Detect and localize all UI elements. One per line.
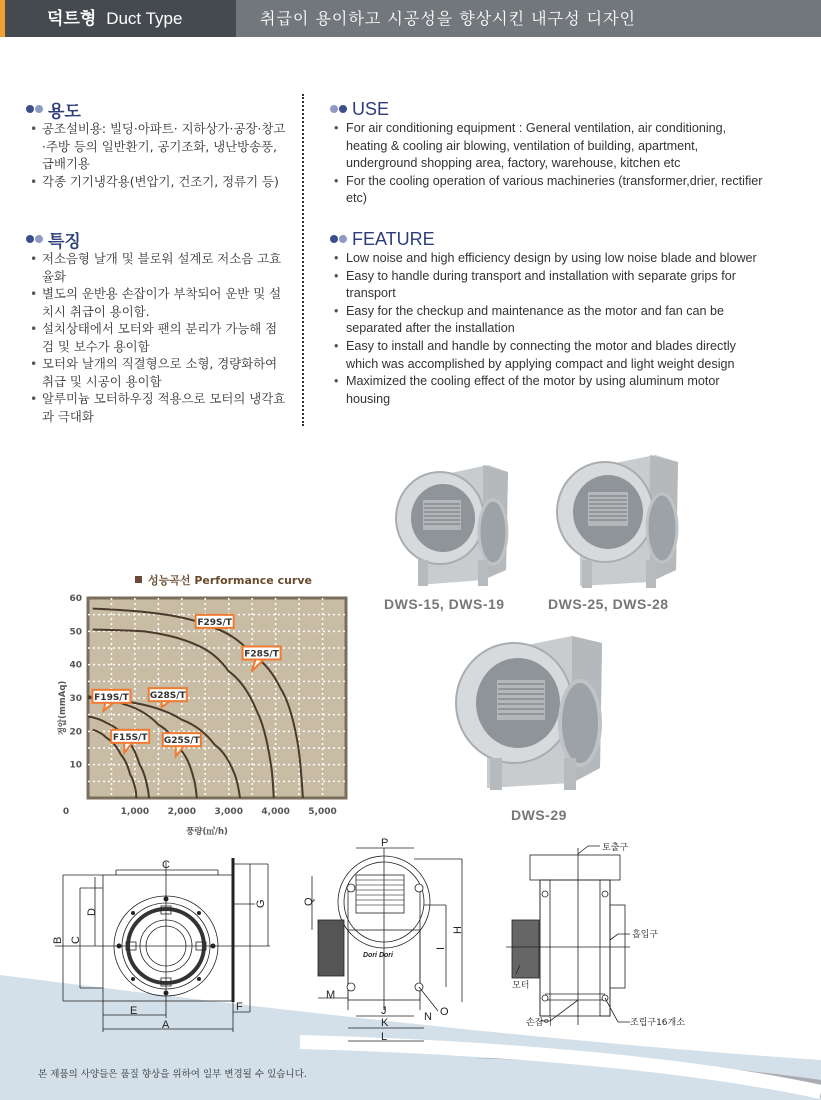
dim-label-k: K: [381, 1017, 389, 1029]
dim-label-m: M: [326, 989, 336, 1001]
inlet-label: 흡입구: [632, 930, 659, 940]
product-label: DWS-29: [511, 807, 567, 823]
dim-label-g: G: [255, 899, 267, 908]
chart-title-text: 성능곡선 Performance curve: [148, 574, 312, 587]
use-ko-section: [26, 98, 286, 190]
feature-ko-title: 특징: [48, 231, 81, 252]
use-en-section: [330, 98, 770, 208]
fan-icon: [557, 455, 678, 588]
list-item: • For the cooling operation of various machineries (transformer,drier, rectifier etc): [330, 173, 770, 208]
product-image-dws15-19: [388, 460, 518, 590]
bullet-dots-icon: [330, 235, 348, 243]
assembly-holes-label: 조립구16개소: [630, 1018, 685, 1028]
list-item: • Easy to handle during transport and installation with separate grips for transport: [330, 268, 760, 303]
list-item: • 저소음형 날개 및 블로워 설계로 저소음 고효율화: [26, 250, 288, 285]
product-label: DWS-25, DWS-28: [548, 596, 669, 612]
y-tick-label: 30: [69, 694, 82, 704]
top-view-drawing: [490, 840, 720, 1040]
header-title: [0, 0, 236, 37]
list-item: • 각종 기기냉각용(변압기, 건조기, 정류기 등): [26, 173, 286, 191]
header-tagline: 취급이 용이하고 시공성을 향상시킨 내구성 디자인: [236, 0, 821, 37]
footnote: 본 제품의 사양들은 품질 향상을 위하여 일부 변경될 수 있습니다.: [38, 1069, 307, 1080]
list-item: • 공조설비용: 빌딩·아파트· 지하상가·공장·창고·주방 등의 일반환기, 공기조화, 냉난방송풍, 급배기용: [26, 120, 286, 173]
x-tick-label: 5,000: [308, 807, 337, 817]
bullet-dots-icon: [26, 105, 44, 113]
dim-label-p: P: [381, 837, 389, 849]
dim-label-c: C: [162, 859, 170, 871]
x-tick-label: 0: [62, 807, 70, 817]
front-view-drawing: [40, 840, 280, 1040]
feature-en-section: [330, 228, 760, 408]
list-item: • Easy to install and handle by connecting the motor and blades directly which was accomplished by applying compact and light weight design: [330, 338, 760, 373]
dim-label-i: I: [435, 946, 447, 950]
feature-ko-section: [26, 228, 288, 425]
use-en-heading: [330, 98, 770, 120]
fan-icon: [456, 636, 602, 790]
dim-label-b: B: [52, 936, 64, 944]
bullet-dots-icon: [330, 105, 348, 113]
side-view-drawing: [290, 830, 480, 1050]
dim-label-q: Q: [303, 897, 315, 906]
y-tick-label: 40: [69, 660, 82, 671]
performance-chart: [58, 588, 360, 837]
series-label: F19S/T: [94, 692, 129, 703]
product-image-dws29: [452, 628, 612, 793]
feature-en-title: FEATURE: [352, 228, 435, 249]
y-tick-label: 20: [69, 727, 82, 738]
list-item: • For air conditioning equipment : General ventilation, air conditioning, heating & cooling air blowing, ventilation of building, apartment, underground shopping area, factory, warehouse, kitchen etc: [330, 120, 770, 173]
header-title-en: Duct Type: [106, 9, 183, 28]
x-tick-label: 3,000: [214, 807, 243, 817]
dim-label-h: H: [452, 926, 464, 934]
y-tick-label: 50: [69, 627, 82, 638]
list-item: • 모터와 날개의 직결형으로 소형, 경량화하여 취급 및 시공이 용이함: [26, 355, 288, 390]
dim-label-l: L: [381, 1031, 388, 1043]
series-label: F29S/T: [197, 617, 232, 628]
list-item: • 별도의 운반용 손잡이가 부착되어 운반 및 설치시 취급이 용이함.: [26, 285, 288, 320]
list-item: • 알루미늄 모터하우징 적용으로 모터의 냉각효과 극대화: [26, 390, 288, 425]
use-ko-list: [26, 120, 286, 190]
x-tick-label: 4,000: [261, 807, 290, 817]
handle-label: 손잡이: [526, 1018, 553, 1028]
dim-label-d: D: [86, 908, 98, 916]
y-tick-label: 60: [69, 594, 82, 604]
dim-label-a: A: [162, 1019, 170, 1031]
series-label: F15S/T: [112, 732, 148, 743]
feature-en-list: [330, 250, 760, 408]
motor-label: 모터: [512, 981, 530, 991]
use-en-list: [330, 120, 770, 208]
chart-title: [135, 572, 312, 588]
bullet-dots-icon: [26, 235, 44, 243]
use-en-title: USE: [352, 98, 390, 119]
series-label: G25S/T: [163, 736, 200, 747]
brand-mark: Dori Dori: [363, 952, 393, 959]
use-ko-title: 용도: [48, 101, 81, 122]
series-label: F28S/T: [244, 649, 279, 660]
x-axis-label: 풍량(㎥/h): [186, 827, 228, 837]
product-label: DWS-15, DWS-19: [384, 596, 505, 612]
product-image-dws25-28: [550, 450, 685, 590]
y-tick-label: 10: [69, 760, 82, 771]
dim-label-c2: C: [70, 936, 82, 944]
list-item: • 설치상태에서 모터와 팬의 분리가 가능해 점검 및 보수가 용이함: [26, 320, 288, 355]
page-header: [0, 0, 821, 37]
column-divider: [302, 94, 304, 426]
list-item: • Low noise and high efficiency design by using low noise blade and blower: [330, 250, 760, 268]
square-bullet-icon: [135, 576, 142, 583]
dim-label-j: J: [381, 1005, 387, 1017]
dim-label-e: E: [130, 1005, 138, 1017]
feature-en-heading: [330, 228, 760, 250]
feature-ko-heading: [26, 228, 288, 250]
list-item: • Easy for the checkup and maintenance as the motor and fan can be separated after the installation: [330, 303, 760, 338]
series-label: G28S/T: [149, 691, 186, 702]
fan-icon: [396, 465, 508, 586]
dim-label-n: N: [424, 1011, 432, 1023]
feature-ko-list: [26, 250, 288, 425]
dim-label-o: O: [440, 1006, 449, 1018]
use-ko-heading: [26, 98, 286, 120]
outlet-label: 토출구: [602, 843, 629, 853]
x-tick-label: 2,000: [167, 807, 197, 817]
list-item: • Maximized the cooling effect of the motor by using aluminum motor housing: [330, 373, 760, 408]
x-tick-label: 1,000: [120, 807, 150, 817]
header-title-ko: 덕트형: [47, 9, 97, 29]
y-axis-label: 정압(mmAq): [58, 680, 68, 736]
dim-label-f: F: [236, 1001, 243, 1013]
